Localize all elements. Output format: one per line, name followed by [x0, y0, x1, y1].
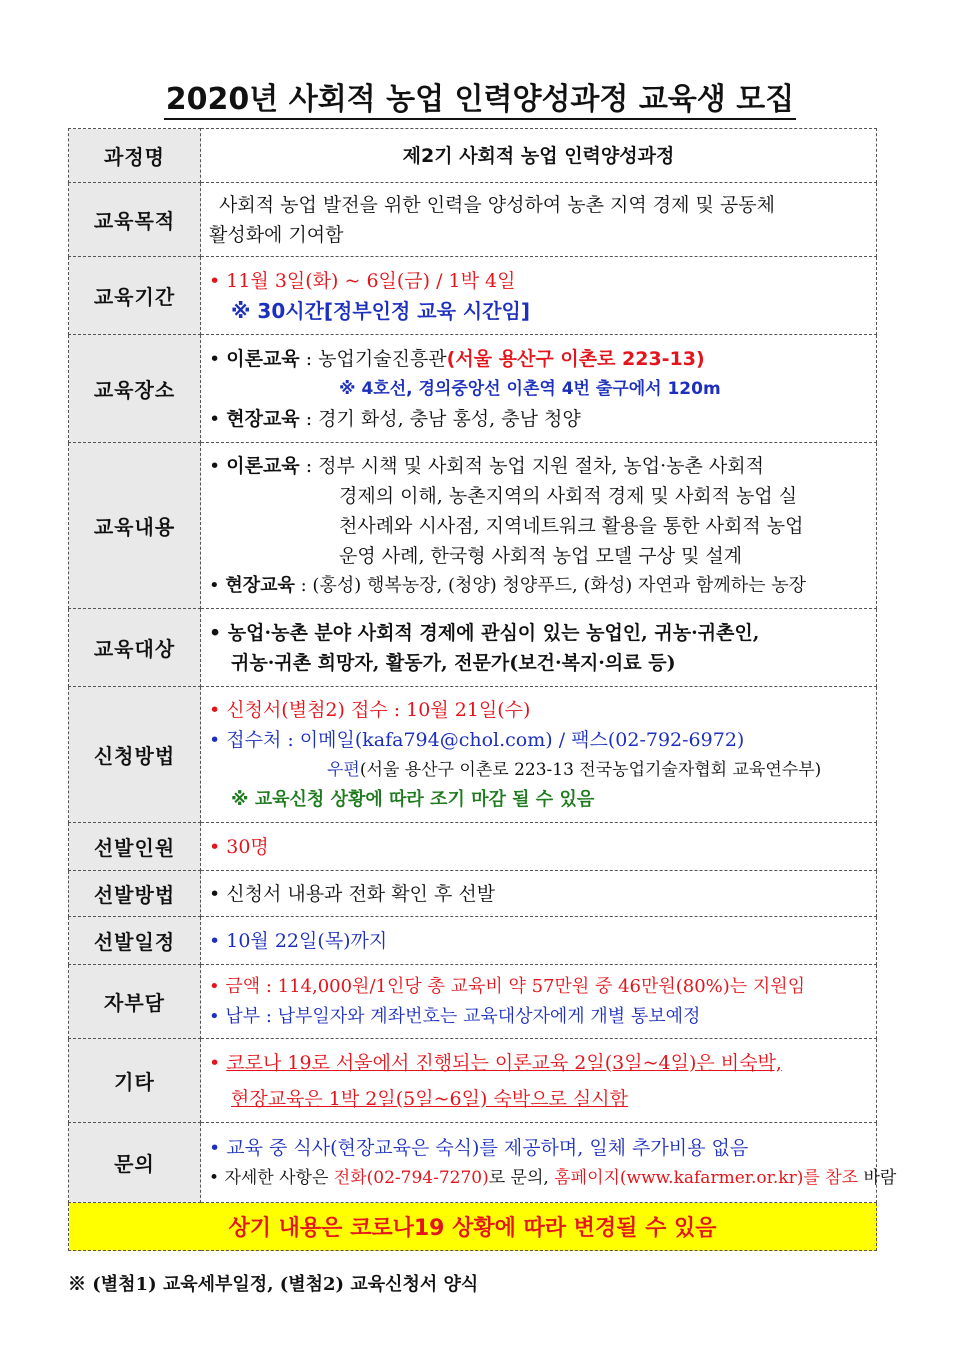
row-place [69, 335, 877, 443]
content-theory-4: 운영 사례, 한국형 사회적 농업 모델 구상 및 설계 [339, 544, 743, 567]
content-theory-2: 경제의 이해, 농촌지역의 사회적 경제 및 사회적 농업 실 [339, 484, 798, 507]
purpose-line-1: 사회적 농업 발전을 위한 인력을 양성하여 농촌 지역 경제 및 공동체 [219, 193, 775, 216]
label-etc: 기타 [69, 1039, 201, 1123]
etc-line-2: 현장교육은 1박 2일(5일~6일) 숙박으로 실시함 [231, 1087, 628, 1110]
content-theory-1: • 이론교육 : 정부 시책 및 사회적 농업 지원 절차, 농업·농촌 사회적 [209, 454, 764, 477]
row-period [69, 257, 877, 335]
page-title: 2020년 사회적 농업 인력양성과정 교육생 모집 [0, 74, 960, 118]
row-course [69, 129, 877, 183]
content-theory-3: 천사례와 시사점, 지역네트워크 활용을 통한 사회적 농업 [339, 514, 804, 537]
notice-banner: 상기 내용은 코로나19 상황에 따라 변경될 수 있음 [69, 1203, 877, 1251]
row-cost [69, 965, 877, 1039]
etc-line-1: • 코로나 19로 서울에서 진행되는 이론교육 2일(3일~4일)은 비숙박, [209, 1051, 782, 1074]
row-schedule [69, 917, 877, 965]
row-apply [69, 687, 877, 823]
apply-post: 우편(서울 용산구 이촌로 223-13 전국농업기술자협회 교육연수부) [327, 759, 822, 780]
place-field: • 현장교육 : 경기 화성, 충남 홍성, 충남 청양 [209, 407, 581, 430]
row-banner [69, 1203, 877, 1251]
place-theory: • 이론교육 : 농업기술진흥관(서울 용산구 이촌로 223-13) [209, 347, 705, 370]
content-field: • 현장교육 : (홍성) 행복농장, (청양) 청양푸드, (화성) 자연과 함께하는 농장 [209, 574, 806, 596]
label-purpose: 교육목적 [69, 183, 201, 257]
schedule-value: • 10월 22일(목)까지 [201, 917, 877, 965]
row-content [69, 443, 877, 609]
label-inquiry: 문의 [69, 1123, 201, 1203]
cost-payment: • 납부 : 납부일자와 계좌번호는 교육대상자에게 개별 통보예정 [209, 1005, 701, 1027]
label-target: 교육대상 [69, 609, 201, 687]
label-course: 과정명 [69, 129, 201, 183]
footnote: ※ (별첨1) 교육세부일정, (별첨2) 교육신청서 양식 [68, 1274, 479, 1295]
label-period: 교육기간 [69, 257, 201, 335]
apply-where: • 접수처 : 이메일(kafa794@chol.com) / 팩스(02-792-6972) [209, 728, 745, 751]
period-dates: • 11월 3일(화) ~ 6일(금) / 1박 4일 [209, 269, 516, 292]
row-quota [69, 823, 877, 871]
label-place: 교육장소 [69, 335, 201, 443]
period-hours: ※ 30시간[정부인정 교육 시간임] [231, 298, 530, 323]
row-target [69, 609, 877, 687]
row-etc [69, 1039, 877, 1123]
target-line-1: • 농업·농촌 분야 사회적 경제에 관심이 있는 농업인, 귀농·귀촌인, [209, 621, 760, 644]
quota-value: • 30명 [201, 823, 877, 871]
label-apply: 신청방법 [69, 687, 201, 823]
recruitment-table [68, 128, 897, 1251]
label-content: 교육내용 [69, 443, 201, 609]
label-quota: 선발인원 [69, 823, 201, 871]
row-inquiry [69, 1123, 877, 1203]
label-method: 선발방법 [69, 871, 201, 917]
apply-note: ※ 교육신청 상황에 따라 조기 마감 될 수 있음 [231, 788, 595, 810]
apply-receipt: • 신청서(별첨2) 접수 : 10월 21일(수) [209, 698, 531, 721]
cost-amount: • 금액 : 114,000원/1인당 총 교육비 약 57만원 중 46만원(80%)는 지원임 [209, 975, 806, 997]
row-purpose [69, 183, 877, 257]
inquiry-line-2: • 자세한 사항은 전화(02-794-7270)로 문의, 홈페이지(www.kafarmer.or.kr)를 참조 바람 [209, 1167, 897, 1188]
row-method [69, 871, 877, 917]
inquiry-line-1: • 교육 중 식사(현장교육은 숙식)를 제공하며, 일체 추가비용 없음 [209, 1136, 749, 1159]
target-line-2: 귀농·귀촌 희망자, 활동가, 전문가(보건·복지·의료 등) [231, 651, 676, 674]
method-value: • 신청서 내용과 전화 확인 후 선발 [201, 871, 877, 917]
label-cost: 자부담 [69, 965, 201, 1039]
place-route: ※ 4호선, 경의중앙선 이촌역 4번 출구에서 120m [339, 378, 721, 399]
purpose-line-2: 활성화에 기여함 [209, 223, 344, 246]
course-name: 제2기 사회적 농업 인력양성과정 [201, 129, 877, 183]
label-schedule: 선발일정 [69, 917, 201, 965]
